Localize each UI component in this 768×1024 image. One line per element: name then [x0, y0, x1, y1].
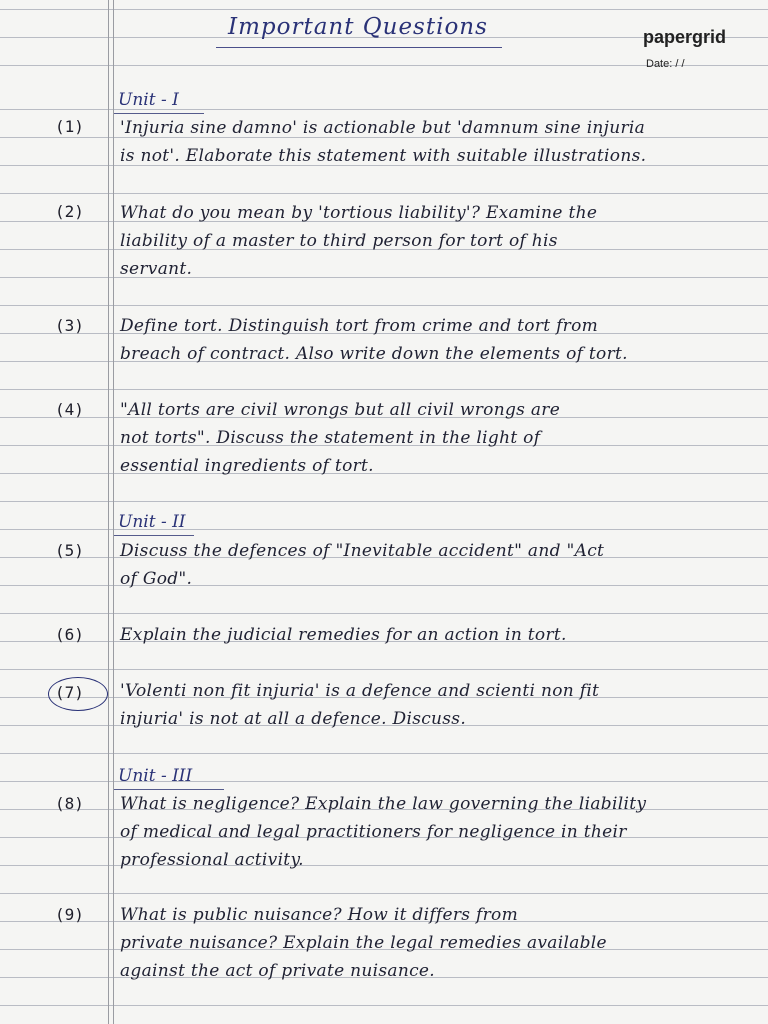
question-1-line-2: is not'. Elaborate this statement with suitable illustrations.	[120, 146, 647, 166]
question-5-line-1: Discuss the defences of "Inevitable accident" and "Act	[120, 541, 605, 561]
question-1-line-1: 'Injuria sine damno' is actionable but 'damnum sine injuria	[120, 118, 646, 138]
question-9-line-1: What is public nuisance? How it differs from	[120, 905, 518, 925]
brand-logo: papergrid	[643, 27, 727, 47]
question-number-1: (1)	[55, 117, 84, 136]
question-4-line-1: "All torts are civil wrongs but all civil wrongs are	[120, 400, 561, 420]
question-3-line-2: breach of contract. Also write down the elements of tort.	[120, 344, 628, 364]
unit-underline-2	[114, 535, 194, 536]
question-9-line-3: against the act of private nuisance.	[120, 961, 435, 981]
question-2-line-3: servant.	[120, 259, 193, 279]
date-field: Date: / /	[646, 58, 685, 70]
question-9-line-2: private nuisance? Explain the legal remedies available	[120, 933, 607, 953]
title-underline	[216, 47, 502, 48]
unit-heading-3: Unit - III	[118, 766, 193, 786]
question-2-line-2: liability of a master to third person for tort of his	[120, 231, 558, 251]
question-3-line-1: Define tort. Distinguish tort from crime and tort from	[120, 316, 599, 336]
question-8-line-3: professional activity.	[120, 850, 304, 870]
question-number-8: (8)	[55, 794, 84, 813]
question-4-line-2: not torts". Discuss the statement in the light of	[120, 428, 541, 448]
question-8-line-2: of medical and legal practitioners for negligence in their	[120, 822, 627, 842]
question-5-line-2: of God".	[120, 569, 193, 589]
page-title: Important Questions	[228, 14, 488, 40]
unit-heading-2: Unit - II	[118, 512, 186, 532]
question-number-5: (5)	[55, 541, 84, 560]
unit-underline-1	[114, 113, 204, 114]
question-6-line-1: Explain the judicial remedies for an action in tort.	[120, 625, 567, 645]
question-4-line-3: essential ingredients of tort.	[120, 456, 374, 476]
question-7-line-2: injuria' is not at all a defence. Discuss.	[120, 709, 467, 729]
question-number-4: (4)	[55, 400, 84, 419]
question-number-6: (6)	[55, 625, 84, 644]
margin-line-right	[113, 0, 114, 1024]
unit-heading-1: Unit - I	[118, 90, 179, 110]
question-7-line-1: 'Volenti non fit injuria' is a defence and scienti non fit	[120, 681, 600, 701]
question-8-line-1: What is negligence? Explain the law governing the liability	[120, 794, 647, 814]
question-2-line-1: What do you mean by 'tortious liability'? Examine the	[120, 203, 598, 223]
question-number-9: (9)	[55, 905, 84, 924]
unit-underline-3	[114, 789, 224, 790]
margin-line-left	[108, 0, 109, 1024]
question-number-3: (3)	[55, 316, 84, 335]
question-number-2: (2)	[55, 202, 84, 221]
question-number-7: (7)	[55, 683, 84, 702]
